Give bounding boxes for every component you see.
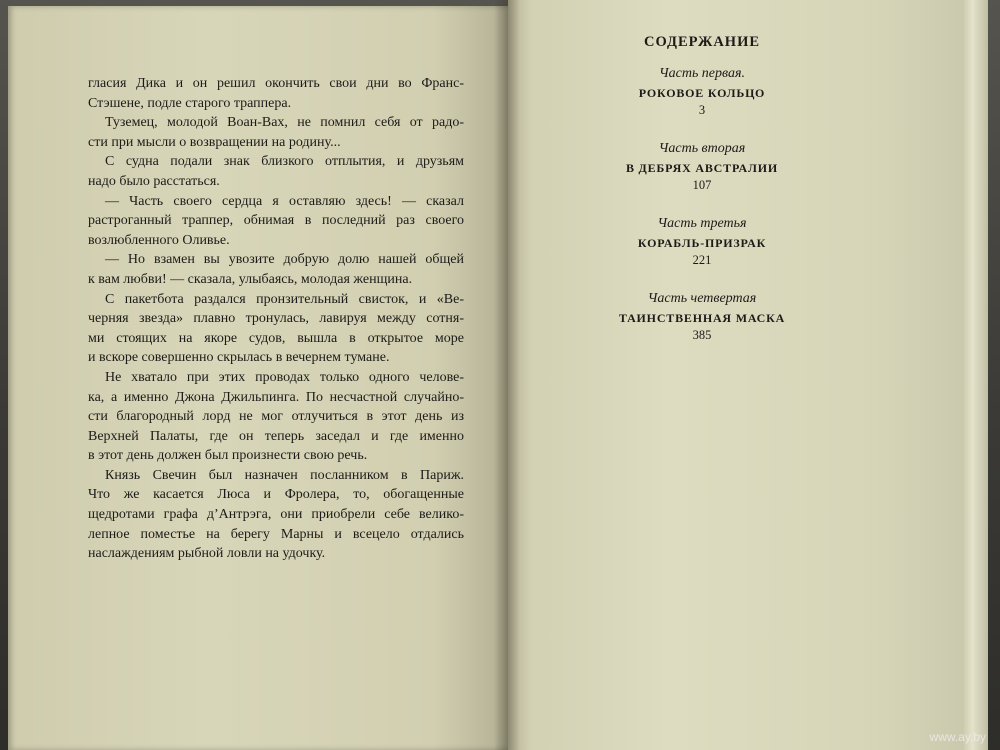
- text-line: Верхней Палаты, где он теперь заседал и где именно: [88, 428, 464, 444]
- toc-entry: [602, 215, 802, 268]
- text-line: ми стоящих на якоре судов, вышла в открытое море: [88, 330, 464, 346]
- paragraph: [88, 192, 464, 251]
- toc-part-label: Часть первая.: [658, 66, 746, 81]
- watermark: www.ay.by: [929, 730, 986, 744]
- paragraph: [88, 466, 464, 564]
- text-line: С судна подали знак близкого отплытия, и друзьям: [105, 154, 464, 170]
- toc-entry: [602, 290, 802, 343]
- text-line: щедротами графа д’Антрэга, они приобрели себе велико-: [88, 507, 464, 523]
- toc-page-number: 385: [692, 328, 712, 342]
- text-line: возлюбленного Оливье.: [88, 232, 230, 248]
- toc-page-number: 3: [698, 103, 706, 117]
- table-of-contents: [602, 34, 802, 365]
- text-line: сти благородный лорд не мог отлучиться в этот день из: [88, 409, 464, 425]
- toc-entry: [602, 65, 802, 118]
- text-line: гласия Дика и он решил окончить свои дни во Франс-: [88, 76, 464, 91]
- toc-part-label: Часть третья: [657, 216, 747, 231]
- toc-part-label: Часть четвертая: [647, 291, 757, 306]
- toc-part-label: Часть вторая: [658, 141, 746, 156]
- toc-title: РОКОВОЕ КОЛЬЦО: [638, 86, 766, 100]
- toc-heading: СОДЕРЖАНИЕ: [643, 34, 761, 50]
- text-line: Стэшене, подле старого траппера.: [88, 95, 292, 111]
- text-line: Князь Свечин был назначен посланником в Париж.: [105, 467, 464, 483]
- text-line: Не хватало при этих проводах только одного челове-: [105, 369, 464, 385]
- text-line: Туземец, молодой Воан-Вах, не помнил себя от радо-: [105, 115, 464, 131]
- text-line: в этот день должен был произнести свою речь.: [88, 448, 368, 464]
- left-page-text: [88, 74, 464, 564]
- text-line: лепное поместье на берегу Марны и всецело отдались: [88, 526, 464, 542]
- paragraph: [88, 290, 464, 368]
- toc-title: ТАИНСТВЕННАЯ МАСКА: [618, 311, 786, 325]
- toc-title: КОРАБЛЬ-ПРИЗРАК: [637, 236, 767, 250]
- text-line: ка, а именно Джона Джильпинга. По несчастной случайно-: [88, 389, 464, 405]
- text-line: растроганный траппер, обнимая в последний раз своего: [88, 213, 464, 229]
- toc-entry: [602, 140, 802, 193]
- paragraph: [88, 152, 464, 191]
- page-edges: [962, 0, 988, 750]
- book-gutter: [494, 0, 520, 750]
- paragraph: [88, 74, 464, 113]
- text-line: сти при мысли о возвращении на родину...: [88, 134, 341, 150]
- toc-page-number: 221: [692, 253, 712, 267]
- text-line: Что же касается Люса и Фролера, то, обогащенные: [88, 487, 464, 503]
- toc-title: В ДЕБРЯХ АВСТРАЛИИ: [625, 161, 779, 175]
- toc-page-number: 107: [692, 178, 712, 192]
- text-line: — Но взамен вы увозите добрую долю нашей общей: [105, 252, 464, 268]
- text-line: и вскоре совершенно скрылась в вечернем тумане.: [88, 350, 390, 366]
- paragraph: [88, 113, 464, 152]
- text-line: наслаждениям рыбной ловли на удочку.: [88, 546, 326, 562]
- text-line: черняя звезда» плавно тронулась, лавируя между сотня-: [88, 311, 464, 327]
- paragraph: [88, 368, 464, 466]
- paragraph: [88, 250, 464, 289]
- text-line: надо было расстаться.: [88, 173, 220, 189]
- text-line: к вам любви! — сказала, улыбаясь, молодая женщина.: [88, 271, 413, 287]
- text-line: — Часть своего сердца я оставляю здесь! — сказал: [105, 193, 464, 209]
- text-line: С пакетбота раздался пронзительный свисток, и «Ве-: [105, 291, 464, 307]
